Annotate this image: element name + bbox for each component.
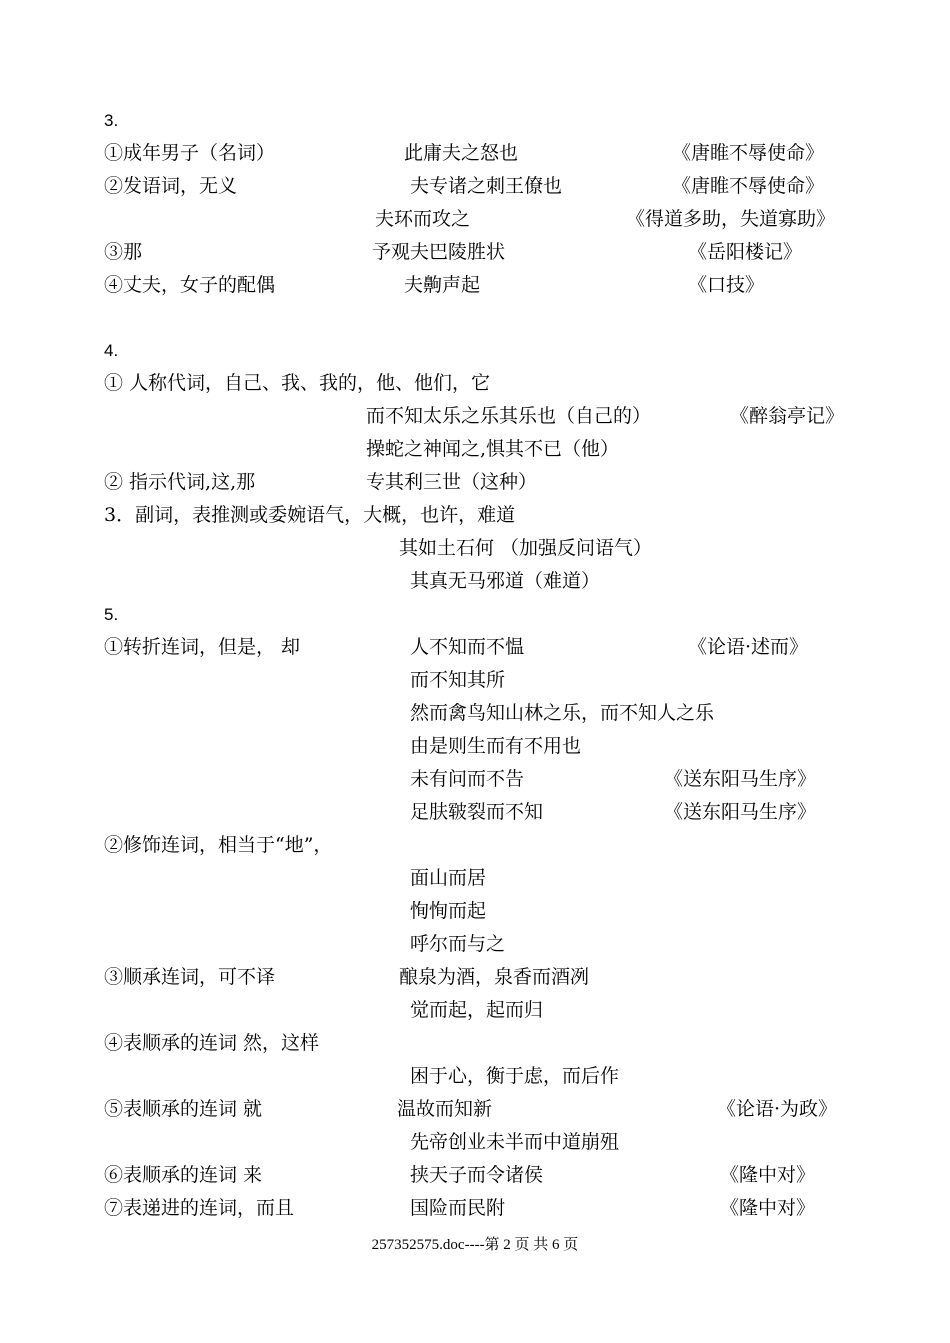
line-example: 夫齁声起 (404, 274, 481, 296)
line-example: 此庸夫之怒也 (404, 142, 519, 164)
section-heading-4: 4. (104, 341, 119, 360)
text-line (0, 236, 950, 269)
line-example: 夫专诸之刺王僚也 (410, 175, 563, 197)
line-meaning: ① 人称代词，自己、我、我的，他、他们，它 (104, 372, 491, 394)
line-example: 夫环而攻之 (375, 208, 471, 230)
text-line (0, 433, 950, 466)
line-source: 《隆中对》 (720, 1164, 816, 1186)
line-source: 《送东阳马生序》 (664, 768, 817, 790)
line-source: 《唐睢不辱使命》 (672, 142, 825, 164)
line-meaning: ② 指示代词,这,那 (104, 471, 256, 493)
text-line (0, 1159, 950, 1192)
text-line (0, 763, 950, 796)
line-source: 《唐睢不辱使命》 (672, 175, 825, 197)
text-line (0, 532, 950, 565)
text-line (0, 203, 950, 236)
text-line (0, 400, 950, 433)
line-example: 专其利三世（这种） (366, 471, 538, 493)
line-example: 觉而起，起而归 (410, 999, 544, 1021)
line-meaning: 3．副词，表推测或委婉语气，大概，也许，难道 (104, 504, 516, 526)
line-meaning: ④表顺承的连词 然，这样 (104, 1032, 320, 1054)
line-example: 国险而民附 (410, 1197, 506, 1219)
line-example: 未有问而不告 (410, 768, 525, 790)
line-example: 先帝创业未半而中道崩殂 (410, 1131, 620, 1153)
line-example: 而不知其所 (410, 669, 506, 691)
section-heading-3: 3. (104, 111, 119, 130)
line-example: 酿泉为酒，泉香而酒冽 (399, 966, 590, 988)
line-source: 《醉翁亭记》 (730, 405, 845, 427)
text-line (0, 104, 950, 137)
line-example: 由是则生而有不用也 (410, 735, 582, 757)
line-meaning: ②修饰连词，相当于“地”， (104, 834, 333, 856)
text-line (0, 1060, 950, 1093)
line-example: 温故而知新 (397, 1098, 493, 1120)
line-example: 操蛇之神闻之,惧其不已（他） (366, 438, 620, 460)
line-source: 《论语·述而》 (688, 636, 809, 658)
line-example: 恂恂而起 (410, 900, 487, 922)
line-meaning: ①转折连词，但是， 却 (104, 636, 301, 658)
line-meaning: ⑥表顺承的连词 来 (104, 1164, 263, 1186)
line-meaning: ①成年男子（名词） (104, 142, 276, 164)
text-line (0, 1093, 950, 1126)
text-line (0, 862, 950, 895)
line-example: 呼尔而与之 (410, 933, 506, 955)
page-footer: 257352575.doc----第 2 页 共 6 页 (371, 1237, 579, 1253)
text-line (0, 664, 950, 697)
line-source: 《岳阳楼记》 (688, 241, 803, 263)
line-example: 其真无马邪道（难道） (410, 570, 601, 592)
line-meaning: ②发语词，无义 (104, 175, 238, 197)
line-example: 其如土石何 （加强反问语气） (399, 537, 653, 559)
line-example: 面山而居 (410, 867, 487, 889)
section-heading-5: 5. (104, 605, 119, 624)
text-line (0, 499, 950, 532)
text-line (0, 334, 950, 367)
line-source: 《得道多助，失道寡助》 (626, 208, 836, 230)
line-example: 困于心，衡于虑，而后作 (410, 1065, 620, 1087)
line-meaning: ③那 (104, 241, 143, 263)
line-meaning: ③顺承连词，可不译 (104, 966, 276, 988)
text-line (0, 1027, 950, 1060)
text-line (0, 961, 950, 994)
text-line (0, 598, 950, 631)
text-line (0, 829, 950, 862)
text-line (0, 895, 950, 928)
text-line (0, 1126, 950, 1159)
line-meaning: ④丈夫，女子的配偶 (104, 274, 276, 296)
text-line (0, 928, 950, 961)
line-example: 而不知太乐之乐其乐也（自己的） (366, 405, 652, 427)
text-line (0, 269, 950, 302)
text-line (0, 631, 950, 664)
text-line (0, 137, 950, 170)
line-source: 《论语·为政》 (717, 1098, 838, 1120)
line-meaning: ⑦表递进的连词，而且 (104, 1197, 295, 1219)
text-line (0, 697, 950, 730)
text-line (0, 367, 950, 400)
line-example: 然而禽鸟知山林之乐，而不知人之乐 (410, 702, 715, 724)
text-line (0, 796, 950, 829)
line-example: 足肤皲裂而不知 (410, 801, 544, 823)
line-example: 予观夫巴陵胜状 (372, 241, 506, 263)
text-line (0, 170, 950, 203)
line-meaning: ⑤表顺承的连词 就 (104, 1098, 263, 1120)
line-source: 《口技》 (688, 274, 765, 296)
line-example: 挟天子而令诸侯 (410, 1164, 544, 1186)
text-line (0, 730, 950, 763)
text-line (0, 565, 950, 598)
line-source: 《送东阳马生序》 (664, 801, 817, 823)
line-example: 人不知而不愠 (410, 636, 525, 658)
line-source: 《隆中对》 (720, 1197, 816, 1219)
text-line (0, 1192, 950, 1225)
text-line (0, 466, 950, 499)
text-line (0, 994, 950, 1027)
